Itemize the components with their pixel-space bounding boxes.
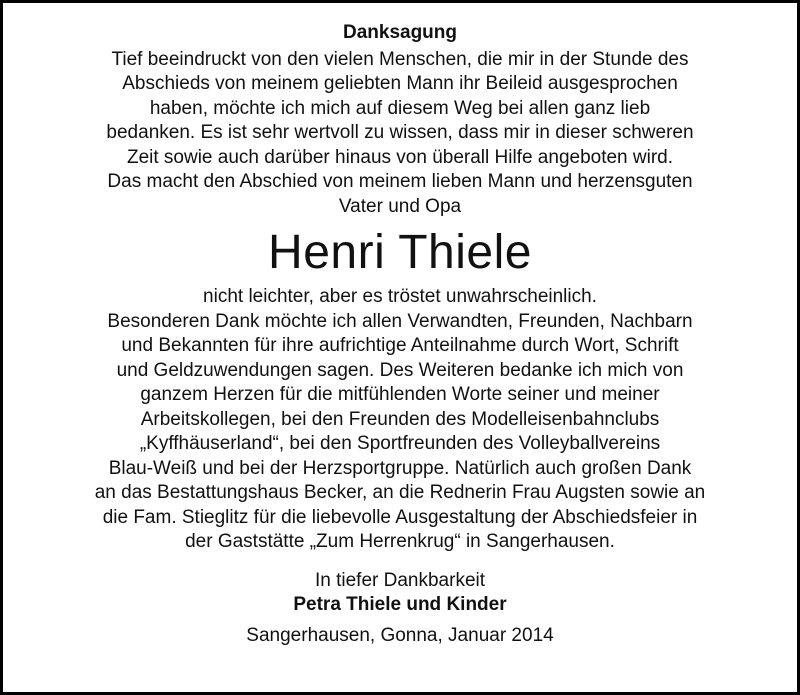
intro-line: Abschieds von meinem geliebten Mann ihr Beileid ausgesprochen (122, 73, 678, 94)
thanks-line: ganzem Herzen für die mitfühlenden Worte seiner und meiner (140, 384, 660, 405)
notice-title: Danksagung (342, 22, 458, 43)
thanks-line: der Gaststätte „Zum Herrenkrug“ in Sangerhausen. (185, 531, 615, 552)
thanks-line: die Fam. Stieglitz für die liebevolle Ausgestaltung der Abschiedsfeier in (102, 506, 698, 528)
consolation-line: nicht leichter, aber es tröstet unwahrscheinlich. (203, 286, 597, 307)
intro-line: bedanken. Es ist sehr wertvoll zu wissen, dass mir in dieser schweren (106, 122, 694, 143)
intro-paragraph (47, 48, 753, 220)
intro-line: Das macht den Abschied von meinem lieben Mann und herzensguten (107, 171, 693, 192)
thanks-line: und Bekannten für ihre aufrichtige Anteilnahme durch Wort, Schrift (121, 335, 679, 356)
intro-line: Tief beeindruckt von den vielen Menschen, die mir in der Stunde des (111, 48, 689, 70)
thanks-line: „Kyffhäuserland“, bei den Sportfreunden des Volleyballvereins (139, 433, 661, 454)
closing-phrase: In tiefer Dankbarkeit (314, 569, 486, 591)
thanks-line: und Geldzuwendungen sagen. Des Weiteren bedanke ich mich von (116, 359, 684, 381)
signer-name: Petra Thiele und Kinder (293, 594, 507, 615)
intro-line: haben, möchte ich mich auf diesem Weg bei allen ganz lieb (149, 97, 651, 119)
notice-content (47, 21, 753, 648)
deceased-name: Henri Thiele (268, 226, 532, 279)
place-date: Sangerhausen, Gonna, Januar 2014 (246, 624, 554, 646)
thanks-line: an das Bestattungshaus Becker, an die Rednerin Frau Augsten sowie an (94, 482, 706, 503)
thanks-line: Blau-Weiß und bei der Herzsportgruppe. Natürlich auch großen Dank (108, 457, 692, 479)
thanks-line: Arbeitskollegen, bei den Freunden des Modelleisenbahnclubs (140, 408, 660, 430)
intro-line: Zeit sowie auch darüber hinaus von überall Hilfe angeboten wird. (126, 146, 674, 168)
intro-line: Vater und Opa (338, 195, 462, 217)
thanks-paragraph (47, 310, 753, 555)
thanks-line: Besonderen Dank möchte ich allen Verwandten, Freunden, Nachbarn (107, 310, 693, 332)
